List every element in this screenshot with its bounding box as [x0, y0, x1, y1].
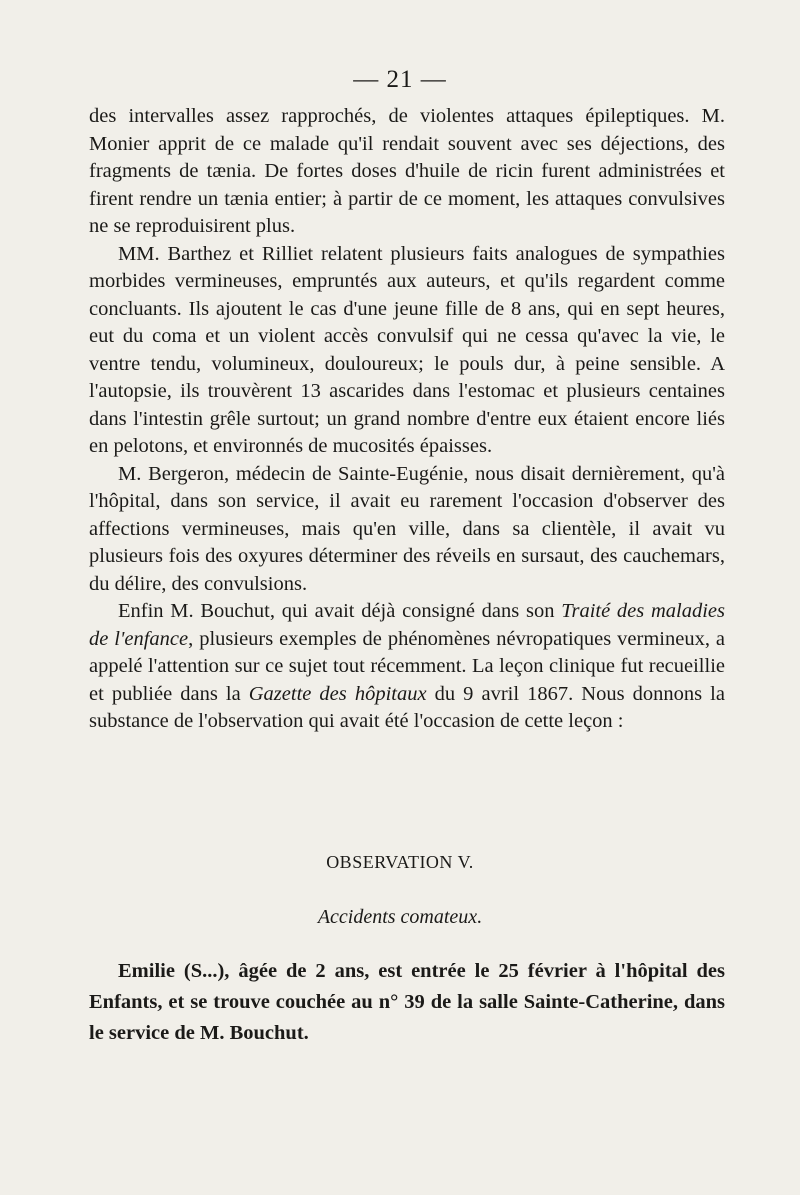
- paragraph-2: MM. Barthez et Rilliet relatent plusieurs faits analogues de sympathies morbides vermineuses, empruntés aux auteurs, et qu'ils regardent comme concluants. Ils ajoutent le cas d'une jeune fille de 8 ans, qui en sept heures, eut du coma et un violent accès convulsif qui ne cessa qu'avec la vie, le ventre tendu, volumineux, douloureux; le pouls dur, à peine sensible. A l'autopsie, ils trouvèrent 13 ascarides dans l'estomac et plusieurs centaines dans l'intestin grêle surtout; un grand nombre d'entre eux étaient encore liés en pelotons, et environnés de mucosités épaisses.: [89, 242, 725, 457]
- observation-paragraph: Emilie (S...), âgée de 2 ans, est entrée le 25 février à l'hôpital des Enfants, et se trouve couchée au n° 39 de la salle Sainte-Catherine, dans le service de M. Bouchut.: [89, 960, 725, 1044]
- journal-title-gazette: Gazette des hôpitaux: [248, 682, 427, 705]
- body-text: [89, 103, 725, 736]
- observation-subheading: Accidents comateux.: [317, 906, 483, 928]
- page-number: — 21 —: [353, 66, 447, 93]
- paragraph-4-text-middle: , plusieurs exemples de phénomènes névropatiques vermineux, a appelé l'attention sur ce sujet tout récemment. La leçon clinique fut recueillie et publiée dans la: [89, 627, 726, 705]
- paragraph-4-text-after: du 9 avril 1867. Nous donnons la substance de l'observation qui avait été l'occasion de cette leçon :: [89, 682, 725, 732]
- paragraph-3: M. Bergeron, médecin de Sainte-Eugénie, nous disait dernièrement, qu'à l'hôpital, dans son service, il avait eu rarement l'occasion d'observer des affections vermineuses, mais qu'en ville, dans sa clientèle, il avait vu plusieurs fois des oxyures déterminer des réveils en sursaut, des cauchemars, du délire, des convulsions.: [89, 462, 725, 595]
- paragraph-4-text-before: Enfin M. Bouchut, qui avait déjà consigné dans son: [118, 600, 562, 622]
- paragraph-4: [89, 598, 725, 736]
- paragraph-1: des intervalles assez rapprochés, de violentes attaques épileptiques. M. Monier apprit de ce malade qu'il rendait souvent avec ses déjections, des fragments de tænia. De fortes doses d'huile de ricin furent administrées et firent rendre un tænia entier; à partir de ce moment, les attaques convulsives ne se reproduisirent plus.: [89, 105, 725, 237]
- observation-text: [89, 956, 725, 1049]
- book-title-traite: Traité des maladies de l'enfance: [89, 600, 726, 650]
- observation-heading: OBSERVATION V.: [326, 852, 474, 872]
